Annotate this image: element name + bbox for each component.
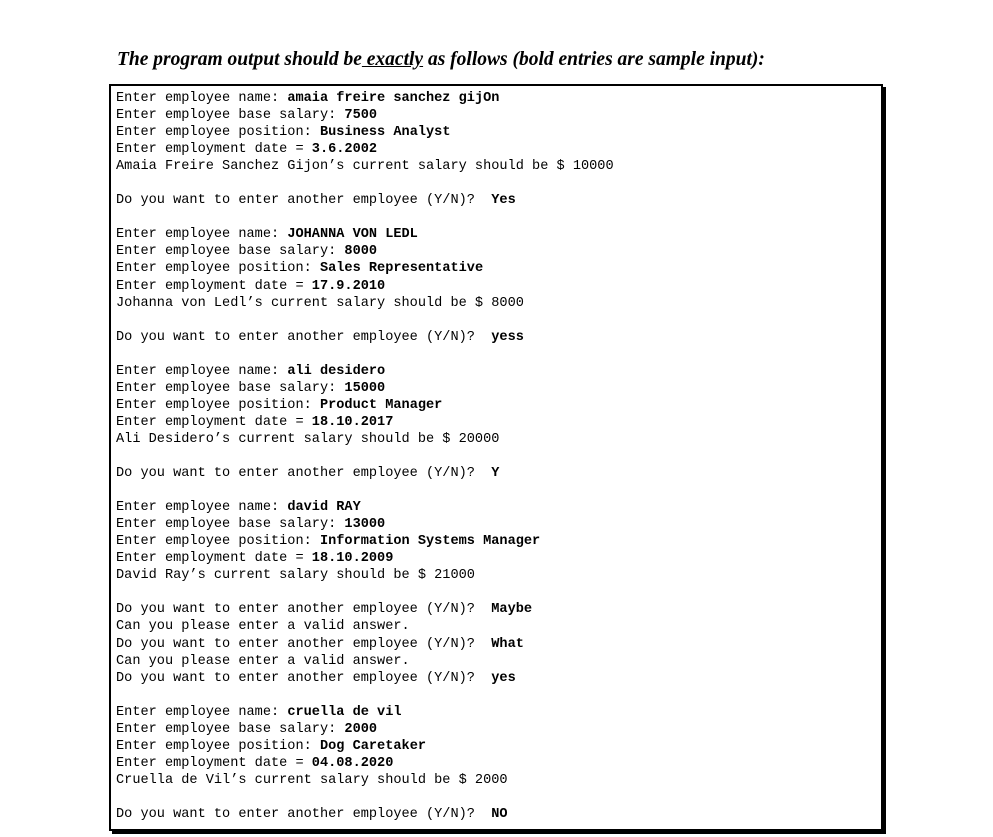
console-line — [116, 209, 614, 226]
console-prompt-text: Enter employee position: — [116, 738, 312, 754]
console-sample-input: Y — [474, 466, 500, 482]
console-prompt-text: Cruella de Vil’s current salary should be $ 2000 — [116, 772, 508, 788]
console-prompt-text: Enter employee name: — [116, 363, 280, 379]
console-prompt-text: Do you want to enter another employee (Y/N)? — [116, 670, 475, 686]
console-sample-input: ali desidero — [279, 363, 386, 379]
console-sample-input: 17.9.2010 — [303, 278, 386, 294]
console-line — [116, 533, 614, 550]
console-line — [116, 789, 614, 806]
console-sample-input: david RAY — [279, 500, 361, 516]
console-line — [116, 124, 614, 141]
console-line — [116, 567, 614, 584]
console-prompt-text: Do you want to enter another employee (Y/N)? — [116, 806, 475, 822]
heading-emphasis-exactly: exactly — [361, 49, 424, 70]
console-line — [116, 380, 614, 397]
console-prompt-text: Enter employee position: — [116, 261, 312, 277]
console-line — [116, 278, 614, 295]
console-line — [116, 346, 614, 363]
console-line — [116, 482, 614, 499]
console-sample-input: 8000 — [336, 244, 378, 260]
console-prompt-text: Enter employee name: — [116, 227, 280, 243]
console-line — [116, 550, 614, 567]
console-prompt-text: Enter employment date = — [116, 755, 304, 771]
console-sample-input: 3.6.2002 — [303, 142, 378, 158]
console-prompt-text: Do you want to enter another employee (Y/N)? — [116, 466, 475, 482]
console-sample-input: 7500 — [336, 108, 378, 124]
console-prompt-text: Enter employment date = — [116, 551, 304, 567]
heading-text-before: The program output should be — [117, 49, 362, 70]
console-prompt-text: Enter employee position: — [116, 534, 312, 550]
console-prompt-text: Johanna von Ledl’s current salary should be $ 8000 — [116, 295, 524, 311]
console-line — [116, 312, 614, 329]
console-line — [116, 584, 614, 601]
console-line — [116, 806, 614, 823]
console-prompt-text: Enter employee name: — [116, 91, 280, 106]
console-sample-input: 13000 — [336, 517, 386, 533]
console-prompt-text: Enter employee base salary: — [116, 517, 337, 533]
console-sample-input: 18.10.2017 — [303, 414, 394, 430]
console-prompt-text: Enter employee base salary: — [116, 380, 337, 396]
console-prompt-text: Enter employment date = — [116, 414, 304, 430]
console-prompt-text: Enter employee base salary: — [116, 108, 337, 124]
console-prompt-text: Can you please enter a valid answer. — [116, 619, 410, 635]
console-line — [116, 243, 614, 260]
console-prompt-text: Enter employee base salary: — [116, 721, 337, 737]
console-line — [116, 636, 614, 653]
console-line — [116, 755, 614, 772]
console-sample-input: Information Systems Manager — [311, 534, 541, 550]
console-line — [116, 107, 614, 124]
console-prompt-text: Do you want to enter another employee (Y/N)? — [116, 636, 475, 652]
console-sample-input: cruella de vil — [279, 704, 402, 720]
console-prompt-text: Enter employment date = — [116, 142, 304, 158]
console-line — [116, 192, 614, 209]
heading-text-after: as follows (bold entries are sample input): — [423, 49, 765, 70]
console-sample-input: Sales Representative — [311, 261, 484, 277]
console-prompt-text: David Ray’s current salary should be $ 21000 — [116, 568, 475, 584]
console-sample-input: Maybe — [474, 602, 533, 618]
console-prompt-text: Enter employee position: — [116, 125, 312, 141]
console-line — [116, 397, 614, 414]
console-line — [116, 363, 614, 380]
instructions-heading — [117, 47, 765, 73]
console-line — [116, 431, 614, 448]
console-line — [116, 721, 614, 738]
console-line — [116, 465, 614, 482]
console-sample-input: yes — [474, 670, 516, 686]
console-line — [116, 738, 614, 755]
console-line — [116, 687, 614, 704]
console-line — [116, 90, 614, 107]
console-sample-input: 15000 — [336, 380, 386, 396]
console-prompt-text: Enter employee name: — [116, 704, 280, 720]
console-line — [116, 260, 614, 277]
console-sample-input: NO — [474, 806, 508, 822]
console-line — [116, 653, 614, 670]
console-sample-input: amaia freire sanchez gijOn — [279, 91, 500, 106]
console-line — [116, 329, 614, 346]
console-line — [116, 516, 614, 533]
console-sample-input: Product Manager — [311, 397, 443, 413]
console-sample-input: What — [474, 636, 524, 652]
console-line — [116, 618, 614, 635]
console-sample-input: Dog Caretaker — [311, 738, 427, 754]
console-line — [116, 141, 614, 158]
console-sample-input: Yes — [474, 193, 516, 209]
console-line — [116, 704, 614, 721]
console-line — [116, 226, 614, 243]
console-sample-input: Business Analyst — [311, 125, 451, 141]
console-prompt-text: Enter employee base salary: — [116, 244, 337, 260]
console-sample-input: 18.10.2009 — [303, 551, 394, 567]
console-line — [116, 772, 614, 789]
console-sample-input: JOHANNA VON LEDL — [279, 227, 418, 243]
console-prompt-text: Enter employee name: — [116, 500, 280, 516]
console-line — [116, 670, 614, 687]
console-line — [116, 158, 614, 175]
console-prompt-text: Do you want to enter another employee (Y/N)? — [116, 193, 475, 209]
console-line — [116, 601, 614, 618]
console-prompt-text: Ali Desidero’s current salary should be $ 20000 — [116, 431, 500, 447]
console-sample-input: 04.08.2020 — [303, 755, 394, 771]
console-sample-input: 2000 — [336, 721, 378, 737]
console-output-box — [109, 84, 883, 831]
console-line — [116, 414, 614, 431]
console-prompt-text: Enter employment date = — [116, 278, 304, 294]
console-prompt-text: Do you want to enter another employee (Y/N)? — [116, 329, 475, 345]
console-prompt-text: Do you want to enter another employee (Y/N)? — [116, 602, 475, 618]
console-sample-input: yess — [474, 329, 524, 345]
console-line — [116, 295, 614, 312]
console-prompt-text: Can you please enter a valid answer. — [116, 653, 410, 669]
console-line — [116, 448, 614, 465]
console-lines — [116, 90, 614, 823]
console-prompt-text: Amaia Freire Sanchez Gijon’s current salary should be $ 10000 — [116, 159, 614, 175]
console-prompt-text: Enter employee position: — [116, 397, 312, 413]
console-line — [116, 499, 614, 516]
console-line — [116, 175, 614, 192]
